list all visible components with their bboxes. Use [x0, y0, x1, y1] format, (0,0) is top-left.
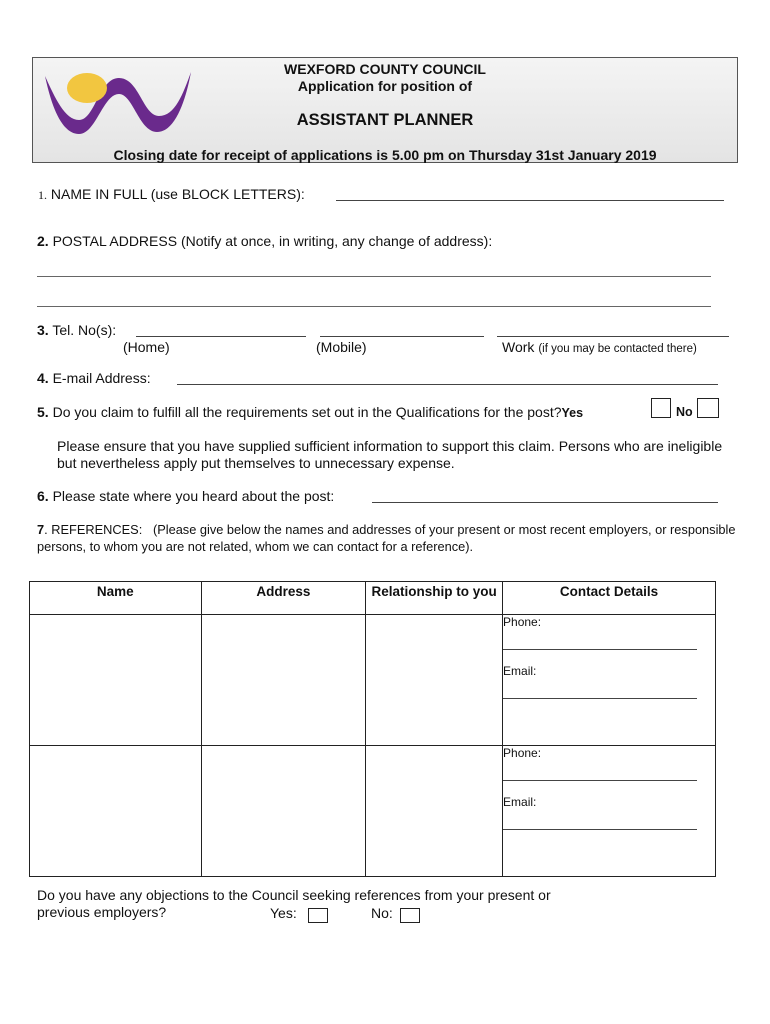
col-contact: Contact Details — [503, 582, 716, 615]
q5-yes-checkbox[interactable] — [651, 398, 671, 418]
tel-work-label — [502, 339, 697, 355]
ref2-email-label: Email: — [503, 795, 537, 809]
ref2-contact-cell — [503, 746, 716, 877]
q6-label: Please state where you heard about the post: — [52, 488, 335, 504]
table-row — [30, 615, 716, 746]
q1-row — [38, 186, 305, 203]
objection-yes-checkbox[interactable] — [308, 908, 328, 923]
q6-number: 6. — [37, 488, 49, 504]
q2-row — [37, 233, 492, 249]
objection-text: Do you have any objections to the Council seeking references from your present or previous employers? — [37, 887, 551, 920]
ref2-phone-label: Phone: — [503, 746, 542, 760]
q3-number: 3. — [37, 322, 49, 338]
q5-no-checkbox[interactable] — [697, 398, 719, 418]
ref2-name-cell[interactable] — [30, 746, 202, 877]
col-relationship: Relationship to you — [366, 582, 503, 615]
objection-yes-label: Yes: — [270, 905, 297, 921]
table-header-row — [30, 582, 716, 615]
q5-number: 5. — [37, 404, 49, 420]
heard-about-field[interactable] — [372, 502, 718, 503]
ref1-name-cell[interactable] — [30, 615, 202, 746]
q7-number: 7 — [37, 522, 45, 537]
tel-home-field[interactable] — [136, 336, 306, 337]
q4-number: 4. — [37, 370, 49, 386]
closing-date: Closing date for receipt of applications is 5.00 pm on Thursday 31st January 2019 — [113, 147, 657, 163]
q3-row — [37, 322, 116, 338]
table-row — [30, 746, 716, 877]
tel-home-label: (Home) — [123, 339, 170, 355]
tel-work-note: (if you may be contacted there) — [538, 343, 697, 355]
ref1-address-cell[interactable] — [201, 615, 366, 746]
q4-row — [37, 370, 151, 386]
q5-label: Do you claim to fulfill all the requirements set out in the Qualifications for the post? — [52, 404, 562, 420]
ref1-email-label: Email: — [503, 664, 537, 678]
ref1-relationship-cell[interactable] — [366, 615, 503, 746]
org-name: WEXFORD COUNTY COUNCIL — [284, 61, 486, 77]
address-line-2[interactable] — [37, 306, 711, 307]
ref2-email-field[interactable] — [503, 811, 697, 830]
objection-question — [37, 887, 557, 921]
tel-mobile-field[interactable] — [320, 336, 484, 337]
q7-note: (Please give below the names and addresses of your present or most recent employers, or responsible persons, to whom you are not related, whom we can contact for a reference). — [37, 522, 736, 554]
tel-work-field[interactable] — [497, 336, 729, 337]
objection-no-label: No: — [371, 905, 393, 921]
q7-row — [37, 522, 737, 555]
col-address: Address — [201, 582, 366, 615]
q5-note: Please ensure that you have supplied sufficient information to support this claim. Persons who are ineligible but nevertheless apply put themselves to unnecessary expense. — [57, 438, 723, 471]
header-box — [32, 57, 738, 163]
q2-label: POSTAL ADDRESS (Notify at once, in writing, any change of address): — [52, 233, 493, 249]
q1-number: 1. — [38, 188, 47, 202]
q6-row — [37, 488, 334, 504]
q7-label: . REFERENCES: — [44, 522, 143, 537]
q1-label: NAME IN FULL (use BLOCK LETTERS): — [50, 186, 305, 202]
q3-label: Tel. No(s): — [52, 322, 117, 338]
tel-work-text: Work — [502, 339, 535, 355]
ref1-phone-field[interactable] — [503, 631, 697, 650]
tel-mobile-label: (Mobile) — [316, 339, 367, 355]
full-name-field[interactable] — [336, 200, 724, 201]
email-address-field[interactable] — [177, 384, 718, 385]
position-title: ASSISTANT PLANNER — [296, 111, 474, 129]
application-subtitle: Application for position of — [297, 78, 473, 94]
q4-label: E-mail Address: — [52, 370, 151, 386]
address-line-1[interactable] — [37, 276, 711, 277]
ref1-contact-cell — [503, 615, 716, 746]
col-name: Name — [30, 582, 202, 615]
q5-row — [37, 404, 583, 420]
ref2-address-cell[interactable] — [201, 746, 366, 877]
q5-yes-label: Yes — [561, 406, 584, 420]
q2-number: 2. — [37, 233, 49, 249]
ref1-email-field[interactable] — [503, 680, 697, 699]
ref1-phone-label: Phone: — [503, 615, 542, 629]
references-table — [29, 581, 716, 877]
ref2-relationship-cell[interactable] — [366, 746, 503, 877]
q5-no-label: No — [676, 405, 693, 419]
ref2-phone-field[interactable] — [503, 762, 697, 781]
objection-no-checkbox[interactable] — [400, 908, 420, 923]
